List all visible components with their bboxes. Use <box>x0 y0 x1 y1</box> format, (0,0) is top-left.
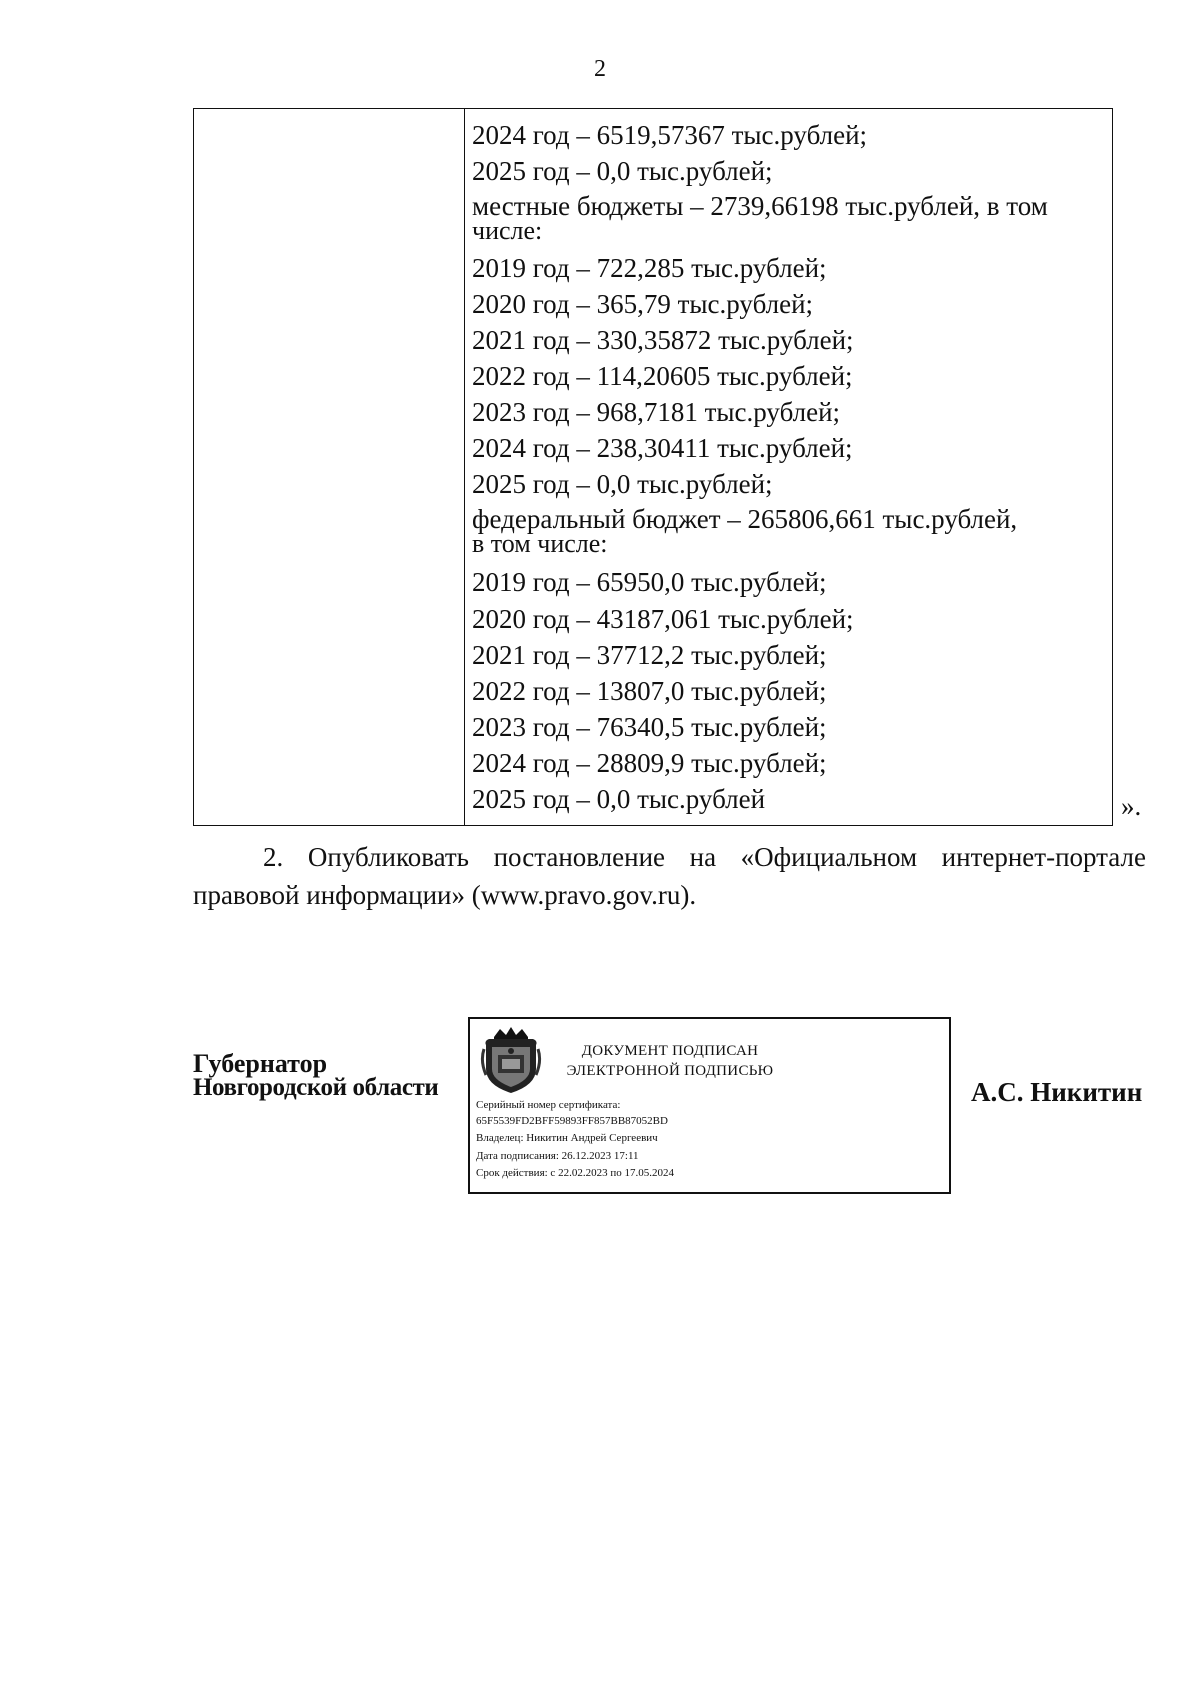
signer-title <box>193 1049 439 1101</box>
funding-line-text: 2019 год – 65950,0 тыс.рублей; <box>472 567 827 597</box>
electronic-signature-stamp <box>468 1017 951 1194</box>
funding-line-text: 2021 год – 37712,2 тыс.рублей; <box>472 640 827 670</box>
table-left-cell <box>194 109 465 825</box>
funding-line <box>472 606 1084 633</box>
funding-line-continuation: в том числе: <box>472 529 608 558</box>
funding-table <box>193 108 1113 826</box>
funding-line-text: 2022 год – 114,20605 тыс.рублей; <box>472 361 853 391</box>
funding-line <box>472 642 1084 669</box>
funding-line-text: местные бюджеты – 2739,66198 тыс.рублей, в том <box>472 191 1048 221</box>
stamp-heading-line-1: ДОКУМЕНТ ПОДПИСАН <box>581 1043 759 1059</box>
funding-line-text: 2022 год – 13807,0 тыс.рублей; <box>472 676 827 706</box>
funding-line <box>472 255 1084 282</box>
stamp-heading <box>555 1041 785 1081</box>
funding-line-text: 2024 год – 6519,57367 тыс.рублей; <box>472 120 868 150</box>
funding-line <box>472 435 1084 462</box>
funding-line <box>472 158 1084 185</box>
funding-line <box>472 678 1084 705</box>
funding-line <box>472 504 1084 558</box>
funding-line-text: федеральный бюджет – 265806,661 тыс.рублей, <box>472 504 1018 534</box>
funding-line-text: 2023 год – 968,7181 тыс.рублей; <box>472 397 841 427</box>
funding-line-text: 2025 год – 0,0 тыс.рублей; <box>472 156 773 186</box>
funding-line-text: 2020 год – 365,79 тыс.рублей; <box>472 289 814 319</box>
funding-line-text: 2019 год – 722,285 тыс.рублей; <box>472 253 827 283</box>
funding-line-text: 2024 год – 28809,9 тыс.рублей; <box>472 748 827 778</box>
coat-of-arms-icon <box>480 1025 542 1095</box>
funding-line-text: 2020 год – 43187,061 тыс.рублей; <box>472 604 854 634</box>
funding-line-text: 2023 год – 76340,5 тыс.рублей; <box>472 712 827 742</box>
funding-line <box>472 122 1084 149</box>
funding-line <box>472 191 1084 245</box>
funding-line <box>472 714 1084 741</box>
funding-line <box>472 363 1084 390</box>
funding-line-text: 2021 год – 330,35872 тыс.рублей; <box>472 325 854 355</box>
signer-title-line-2: Новгородской области <box>193 1074 439 1101</box>
signer-name: А.С. Никитин <box>971 1077 1143 1107</box>
funding-line-text: 2024 год – 238,30411 тыс.рублей; <box>472 433 853 463</box>
funding-line <box>472 786 1084 813</box>
funding-line <box>472 327 1084 354</box>
stamp-serial-number: 65F5539FD2BFF59893FF857BB87052BD <box>476 1115 668 1127</box>
table-right-cell <box>465 109 1112 825</box>
stamp-signed-date: Дата подписания: 26.12.2023 17:11 <box>476 1150 639 1162</box>
stamp-serial-label: Серийный номер сертификата: <box>476 1099 621 1111</box>
funding-line <box>472 750 1084 777</box>
stamp-validity: Срок действия: с 22.02.2023 по 17.05.2024 <box>476 1167 674 1179</box>
signer-title-line-1: Губернатор <box>193 1049 328 1078</box>
closing-quote-mark: ». <box>1121 791 1142 821</box>
funding-line <box>472 291 1084 318</box>
page-number: 2 <box>594 56 606 82</box>
publication-paragraph: 2. Опубликовать постановление на «Официальном интернет-портале правовой информации» (www.pravo.gov.ru). <box>193 842 1146 910</box>
funding-line-continuation: числе: <box>472 216 543 245</box>
stamp-owner: Владелец: Никитин Андрей Сергеевич <box>476 1132 658 1144</box>
funding-line-text: 2025 год – 0,0 тыс.рублей <box>472 784 766 814</box>
funding-line <box>472 471 1084 498</box>
stamp-heading-line-2: ЭЛЕКТРОННОЙ ПОДПИСЬЮ <box>566 1063 774 1079</box>
funding-line <box>472 399 1084 426</box>
funding-line <box>472 569 1084 596</box>
funding-line-text: 2025 год – 0,0 тыс.рублей; <box>472 469 773 499</box>
